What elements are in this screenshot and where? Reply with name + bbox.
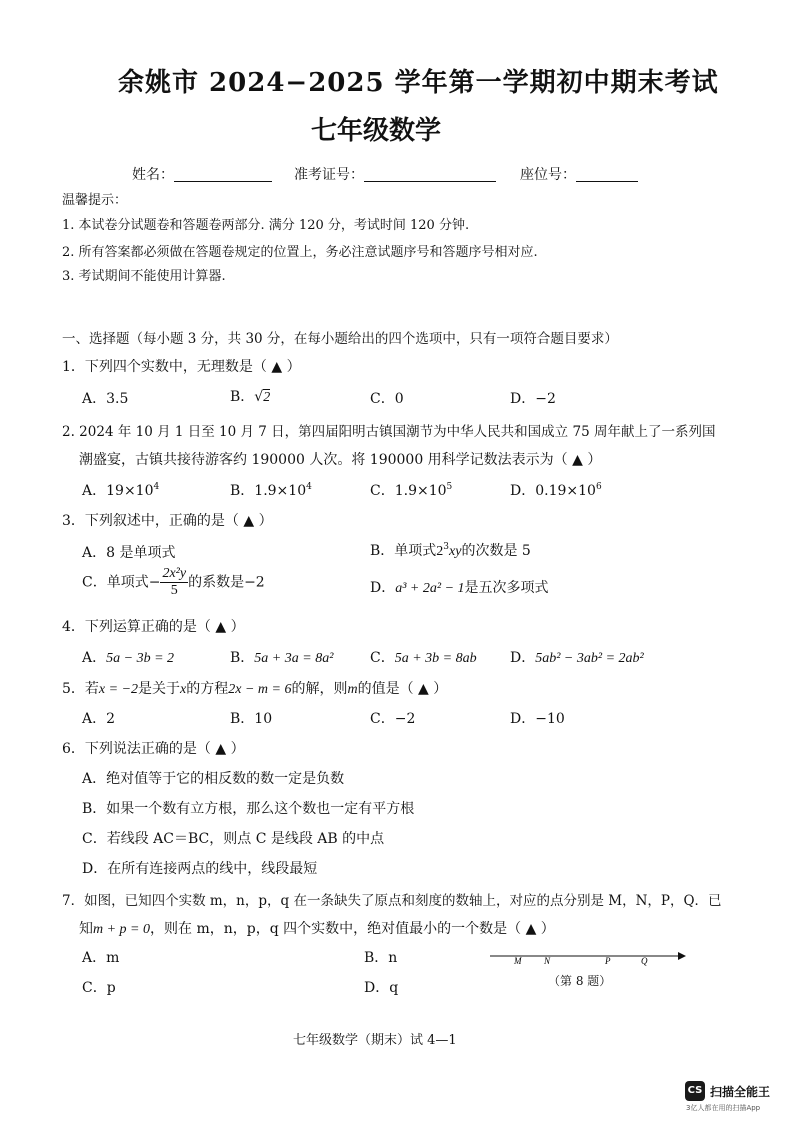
option-label: D． xyxy=(510,650,536,666)
question-stem xyxy=(79,918,555,938)
stem-text: 5．若 xyxy=(62,681,99,697)
point-label-n: N xyxy=(544,956,551,966)
option-a xyxy=(82,480,159,500)
exam-subtitle: 七年级数学 xyxy=(311,116,442,146)
exponent: 6 xyxy=(595,482,602,492)
option-text: 的次数是 5 xyxy=(461,543,531,559)
option-a: A．绝对值等于它的相反数的数一定是负数 xyxy=(82,771,345,787)
option-label: A． xyxy=(82,650,107,666)
option-math: 5a + 3b = 8ab xyxy=(394,651,477,666)
seat-field xyxy=(520,164,638,184)
option-d xyxy=(510,647,644,667)
option-b: B．10 xyxy=(230,711,273,727)
option-d: D．−10 xyxy=(510,711,565,727)
option-a xyxy=(82,647,174,667)
option-label: A． xyxy=(82,483,107,499)
exponent: 4 xyxy=(153,482,160,492)
option-b xyxy=(230,480,312,500)
option-label: D． xyxy=(370,580,396,596)
option-math: 19×10 xyxy=(106,483,154,499)
option-b: B．如果一个数有立方根，那么这个数也一定有平方根 xyxy=(82,801,415,817)
question-stem: 潮盛宴，古镇共接待游客约 190000 人次。将 190000 用科学记数法表示为（ ▲ ） xyxy=(79,452,602,468)
option-d: D．−2 xyxy=(510,391,556,407)
point-label-p: P xyxy=(605,956,611,966)
exponent: 3 xyxy=(443,542,450,552)
option-math: 1.9×10 xyxy=(394,483,447,499)
scanner-brand-slogan: 3亿人都在用的扫描App xyxy=(686,1104,761,1112)
option-a: A．3.5 xyxy=(82,391,129,407)
question-stem: 3．下列叙述中，正确的是（ ▲ ） xyxy=(62,513,273,529)
fraction-denominator: 5 xyxy=(170,583,178,598)
fraction xyxy=(160,566,188,599)
figure-caption: （第 8 题） xyxy=(548,974,612,988)
number-line-figure xyxy=(488,948,688,970)
option-c: C．−2 xyxy=(370,711,416,727)
stem-math: x = −2 xyxy=(98,682,139,697)
point-label-m: M xyxy=(514,956,522,966)
option-c xyxy=(82,566,265,599)
point-label-q: Q xyxy=(641,956,648,966)
stem-text: ，则在 m，n，p，q 四个实数中，绝对值最小的一个数是（ ▲ ） xyxy=(150,921,555,937)
option-c xyxy=(370,480,452,500)
option-math: 2 xyxy=(436,544,444,559)
exam-title: 余姚市 2024−2025 学年第一学期初中期末考试 xyxy=(118,68,719,98)
stem-text: 是关于 xyxy=(138,681,181,697)
stem-math: 2x − m = 6 xyxy=(228,682,292,697)
exam-id-field xyxy=(294,164,496,184)
option-d: D．在所有连接两点的线中，线段最短 xyxy=(82,861,318,877)
option-a: A．8 是单项式 xyxy=(82,545,176,561)
tips-heading: 温馨提示： xyxy=(62,193,128,208)
exponent: 5 xyxy=(446,482,453,492)
stem-math: m xyxy=(347,682,358,697)
option-math: 5a + 3a = 8a² xyxy=(254,651,334,666)
option-a: A．m xyxy=(82,950,120,966)
question-stem xyxy=(62,678,447,698)
tip-item: 3. 考试期间不能使用计算器. xyxy=(62,269,226,284)
option-math: 0.19×10 xyxy=(535,483,596,499)
exam-id-blank xyxy=(364,167,496,182)
option-label: B． xyxy=(230,389,255,405)
option-c: C．若线段 AC＝BC，则点 C 是线段 AB 的中点 xyxy=(82,831,385,847)
option-math: 1.9×10 xyxy=(254,483,307,499)
option-d: D．q xyxy=(364,980,399,996)
option-label: B． xyxy=(230,483,255,499)
sqrt-radicand: 2 xyxy=(263,390,271,405)
option-label: D． xyxy=(510,483,536,499)
page-footer: 七年级数学（期末）试 4—1 xyxy=(293,1033,457,1048)
option-c: C．0 xyxy=(370,391,404,407)
option-b xyxy=(230,386,270,406)
option-a: A．2 xyxy=(82,711,116,727)
question-stem: 4．下列运算正确的是（ ▲ ） xyxy=(62,619,245,635)
stem-text: 的值是（ ▲ ） xyxy=(357,681,448,697)
scanner-brand-name: 扫描全能王 xyxy=(710,1085,771,1099)
option-b xyxy=(230,647,333,667)
option-b xyxy=(370,540,531,560)
name-blank xyxy=(174,167,272,182)
option-text: 是五次多项式 xyxy=(464,580,549,596)
option-b: B．n xyxy=(364,950,398,966)
option-c xyxy=(370,647,477,667)
tip-item: 1. 本试卷分试题卷和答题卷两部分. 满分 120 分，考试时间 120 分钟. xyxy=(62,218,470,233)
option-math: 5a − 3b = 2 xyxy=(106,651,175,666)
scanner-logo-icon: CS xyxy=(685,1081,705,1101)
option-text: 的系数是−2 xyxy=(188,574,265,591)
option-c: C．p xyxy=(82,980,116,996)
tip-item: 2. 所有答案都必须做在答题卷规定的位置上，务必注意试题序号和答题序号相对应. xyxy=(62,245,538,260)
stem-text: 的方程 xyxy=(186,681,229,697)
sqrt-sign: √ xyxy=(254,389,264,405)
option-math: a³ + 2a² − 1 xyxy=(395,581,465,596)
option-label: B． xyxy=(230,650,255,666)
option-label: C． xyxy=(370,483,395,499)
exam-id-label: 准考证号： xyxy=(294,167,364,183)
question-stem: 7．如图，已知四个实数 m，n，p，q 在一条缺失了原点和刻度的数轴上，对应的点分别是 M，N，P，Q．已 xyxy=(62,893,722,909)
option-label: C．单项式− xyxy=(82,574,161,591)
seat-blank xyxy=(576,167,638,182)
fraction-numerator: 2x²y xyxy=(162,566,187,581)
option-d xyxy=(510,480,602,500)
number-line-arrow xyxy=(678,952,686,960)
option-label: C． xyxy=(370,650,395,666)
name-label: 姓名： xyxy=(132,167,174,183)
stem-text: 知 xyxy=(79,921,93,937)
option-math: 5ab² − 3ab² = 2ab² xyxy=(535,651,644,666)
option-label: B．单项式 xyxy=(370,543,437,559)
exponent: 4 xyxy=(306,482,312,492)
name-field xyxy=(132,164,272,184)
question-stem: 6．下列说法正确的是（ ▲ ） xyxy=(62,741,245,757)
stem-text: 的解，则 xyxy=(291,681,348,697)
stem-math: m + p = 0 xyxy=(93,922,151,937)
stem-math: x xyxy=(180,682,187,697)
question-stem: 1．下列四个实数中，无理数是（ ▲ ） xyxy=(62,359,301,375)
section-heading: 一、选择题（每小题 3 分，共 30 分，在每小题给出的四个选项中，只有一项符合题目要求） xyxy=(62,331,618,347)
question-stem: 2. 2024 年 10 月 1 日至 10 月 7 日，第四届阳明古镇国潮节为中华人民共和国成立 75 周年献上了一系列国 xyxy=(62,424,716,440)
option-math: xy xyxy=(449,544,462,559)
option-d xyxy=(370,577,549,597)
seat-label: 座位号： xyxy=(520,167,576,183)
